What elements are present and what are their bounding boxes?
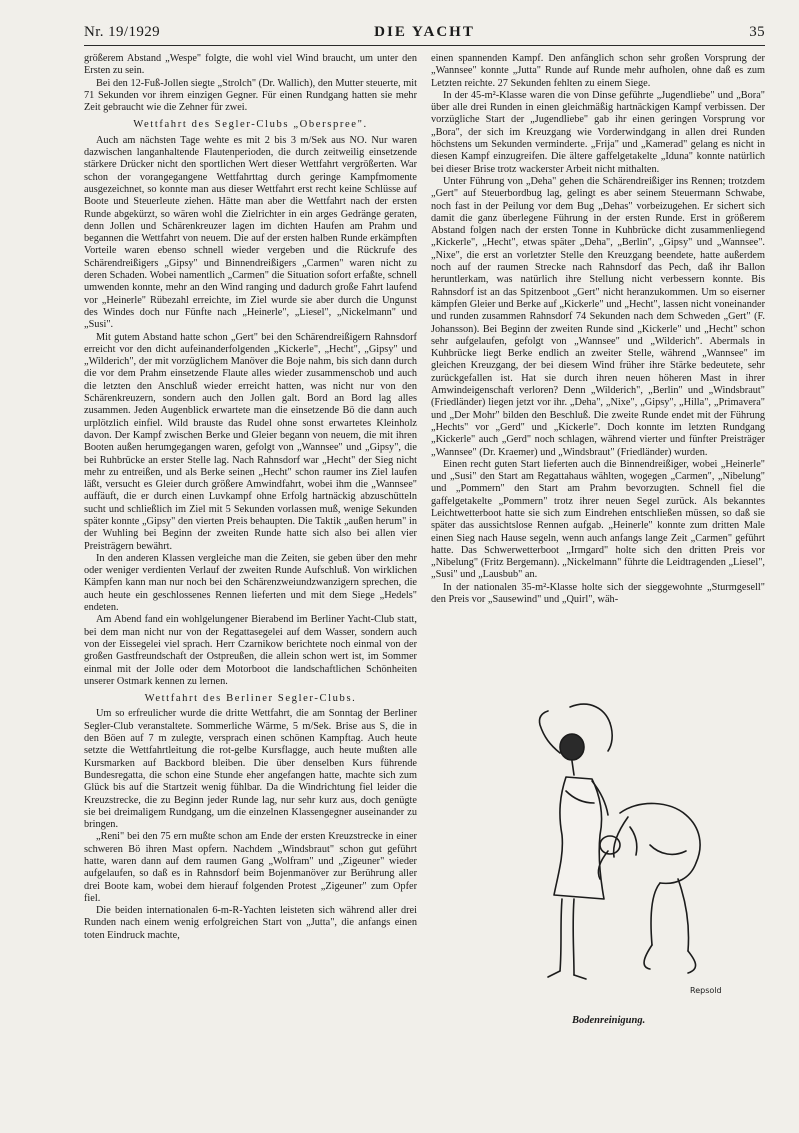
- paragraph: In den anderen Klassen vergleiche man die Zeiten, sie geben über den mehr oder weniger verdienten Verlauf der zweiten Runde Aufschluß. Von wirklichen Kämpfen kann man nur noch bei den Schärenzweiundzwanzigern sprechen, die auch heute ein geschlossenes Rennen lieferten und mit dem Siege „Hedels" endeten.: [84, 552, 417, 614]
- issue-number: Nr. 19/1929: [84, 24, 161, 40]
- paragraph: Mit gutem Abstand hatte schon „Gert" bei den Schärendreißigern Rahnsdorf erreicht vor den dicht aufeinanderfolgenden „Kickerle", „Hecht", „Gipsy" und „Wilderich", der mit vorzüglichem Manöver die Boje nahm, bis sich dann durch die vor dem Prahm einsetzende Flaute alles wieder zusammenschob und auch die letzten den Anschluß wieder erreicht hatten, was nicht nur von den Schärenkreuzern, sondern auch den Jollen galt. Bord an Bord lag alles zusammen. Jeden Augenblick erwartete man die einsetzende Bö die dann auch urplötzlich einfiel. Wild brauste das Rudel ohne sonst erwartetes Kleinholz davon. Der Kampf zwischen Berke und Gleier begann von neuem, die mit ihren Booten außen herumgegangen waren, gefolgt von „Wannsee" und „Gipsy", die bei Ruhbrücke an erster Stelle lag. Nach Rahnsdorf war „Hecht" der Sieg nicht mehr zu entreißen, und als Berke seinen „Hecht" schon raumer ins Ziel laufen läßt, versucht es Gleier durch größere Amwindfahrt, wobei ihm die „Wannsee" auffäuft, die er durch einen Luvkampf ohne Erfolg hartnäckig abzuschütteln sucht und schließlich im Ziel mit 5 Sekunden vorlassen muß, wenige Sekunden später konnte „Gipsy" den vierten Preis behaupten. Die Taktik „außen herum" in der Wuhling bei Beginn der zweiten Runde hatte sich also bei allen vier Preisträgern bewährt.: [84, 331, 417, 552]
- paragraph: Die beiden internationalen 6-m-R-Yachten leisteten sich während aller drei Runden nach einem wenig erfolgreichen Start von „Jutta", die anfangs einen toten Eindruck machte,: [84, 905, 417, 941]
- cartoon-illustration: [500, 695, 740, 1005]
- right-column: [431, 53, 765, 668]
- header-rule: [84, 45, 765, 46]
- paragraph: Am Abend fand ein wohlgelungener Bierabend im Berliner Yacht-Club statt, bei dem man nicht nur von der Regattasegelei auf dem Wasser, sondern auch von der Eissegelei viel sprach. Herr Czarnikow berichtete noch einmal von der großen Gastfreundschaft der Ostpreußen, die allein schon wert ist, im Sommer einmal mit der Jolle oder dem Motorboot die landschaftlichen Schönheiten unserer Ostmark kennen zu lernen.: [84, 614, 417, 687]
- section-heading: [84, 119, 417, 131]
- page-number: 35: [749, 24, 765, 40]
- section-heading: [84, 693, 417, 705]
- paragraph: Unter Führung von „Deha" gehen die Schärendreißiger ins Rennen; trotzdem „Gert" auf Steuerbordbug lag, gelingt es aber seinem Steuermann Schwabe, noch fast in der Peilung vor dem Bug „Dehas" vorbeizugehen. Er sichert sich damit die ganz überlegene Führung in der ersten Runde. Erst in größerem Abstand folgen nach der ersten Tonne in Kuhbrücke dicht zusammenliegend „Kickerle", „Hecht", etwas später „Deha", „Berlin", „Gipsy" und „Wannsee". „Nixe", die erst an vorletzter Stelle den Kreuzgang beendete, hatte außerdem noch auf der raumen Strecke nach Rahnsdorf das Pech, daß ihr Ballon heruntlerkam, was natürlich ihre Stellung nicht verbessern konnte. Bis Rahnsdorf ist an das Spitzenboot „Gert" nicht heranzukommen. Um so eiserner kämpfen Gleier und Berke auf „Kickerle" und „Hecht", lassen nicht voneinander und runden zusammen Rahnsdorf 74 Sekunden nach dem Schweden „Gert" (F. Johansson). Bei Beginn der zweiten Runde sind „Kickerle" und „Hecht" schon sehr aufgelaufen, gefolgt von „Wannsee" und „Wilderich". Abermals in Kuhbrücke liegt Berke endlich an zweiter Stelle, während „Wannsee" im gleichen Kreuzgang, der bei diesem Wind früher ihre Stärke bedeutete, sehr zurückgefallen ist. Hat sie durch ihren neuen höheren Mast in ihrer Amwindeigenschaft verloren? Denn „Wilderich", „Berlin" und „Windsbraut" (Friedländer) liegen jetzt vor ihr. „Deha", „Nixe", „Gipsy", „Hilla", „Primavera" und „Der Mohr" bilden den Beschluß. Die zweite Runde endet mit der Führung „Hechts" vor „Gerd" und „Kickerle". Doch konnte im letzten Rundgang „Kickerle" auch „Gerd" noch schlagen, während vierter und fünfter Preisträger „Wannsee" (Dr. Kraemer) und „Windsbraut" (Friedländer) wurden.: [431, 175, 765, 458]
- left-column: [84, 53, 417, 1113]
- paragraph: In der nationalen 35-m²-Klasse holte sich der sieggewohnte „Sturmgesell" den Preis vor „Sausewind" und „Quirl", wäh-: [431, 581, 765, 606]
- paragraph: Auch am nächsten Tage wehte es mit 2 bis 3 m/Sek aus NO. Nur waren dazwischen langanhaltende Flautenperioden, die durch zeitweilig einsetzende stärkere Drücker nicht den sportlichen Wert dieser Wettfahrt vergrößerten. War schon der vorangegangene Wettfahrttag durch geringe Kampfmomente ausgezeichnet, so konnte man aus dieser Wettfahrt erst recht keine Schlüsse auf Boote und Steuerleute ziehen. Hätte man aber die Wettfahrt nach der ersten Runde abgekürzt, so wären wohl die Zielrichter in ein arges Gedränge geraten, denn Jollen und Schärenkreuzer lagen im dichten Haufen am Prahm und begannen die Wettfahrt von neuem. Die auf der ersten halben Runde erkämpften Vorteile waren ebenso schnell wieder vergeben und die Rückrufe des Schärendreißigers „Gipsy" und Binnendreißigers „Carmen" waren nicht zu deren Schaden. Wobei namentlich „Carmen" die Situation sofort erfaßte, schnell umwenden konnte, mehr an den Wind ranging und dadurch große Fahrt laufend vor „Heinerle" Rübezahl erreichte, im Ziel wurde sie aber durch die Ungunst des Windes doch nur Fünfte nach „Heinerle", „Liesel", „Nickelmann" und „Susi".: [84, 134, 417, 331]
- paragraph: „Reni" bei den 75 ern mußte schon am Ende der ersten Kreuzstrecke in einer schweren Bö ihren Mast opfern. Nachdem „Windsbraut" schon gut geführt hatte, waren dann auf dem raumen Gang „Wolfram" und „Zigeuner" wieder aufgelaufen, so daß es in Rahnsdorf beim Bojenmanöver zur Berührung aller drei Boote kam, wobei dem hierauf folgenden Protest „Zigeuner" zum Opfer fiel.: [84, 831, 417, 904]
- page-header: [84, 24, 765, 46]
- section-heading-text: Wettfahrt des Segler-Clubs „Oberspree".: [133, 119, 368, 131]
- magazine-title: DIE YACHT: [374, 24, 475, 40]
- artist-signature: Repsold: [690, 986, 722, 995]
- paragraph: Einen recht guten Start lieferten auch die Binnendreißiger, wobei „Heinerle" und „Susi" den Start am Regattahaus wählten, wogegen „Carmen", „Nibelung" und „Pommern" den Start am Prahm bevorzugten. Schnell fiel die gaffelgetakelte „Pommern" trotz ihrer neuen Segel zurück. Als bekanntes Leichtwetterboot hatte sie sich zum Eindrehen entschließen müssen, so daß sie später das aussichtslose Rennen aufgab. „Heinerle" konnte zum dritten Male einen Sieg nach Hause segeln, wenn auch anfangs lange Zeit „Carmen" geführt hatte. Das Schwerwetterboot „Irmgard" holte sich den dritten Preis vor „Nibelung" (Fritz Bergemann). „Nickelmann" führte die Leidtragenden „Liesel", „Susi" und „Lausbub" an.: [431, 458, 765, 581]
- section-heading-text: Wettfahrt des Berliner Segler-Clubs.: [144, 693, 357, 705]
- paragraph: Um so erfreulicher wurde die dritte Wettfahrt, die am Sonntag der Berliner Segler-Club veranstaltete. Sommerliche Wärme, 5 m/Sek. Brise aus S, die in den Böen auf 7 m zulegte, versprach einen schönen Kampftag. Auch heute setzte die Wettfahrtleitung die rot-gelbe Kursflagge, auch heute mußten alle Kursmarken auf Backbord bleiben. Die über denselben Kurs führende Bundesregatta, die schon eine Stunde eher angefangen hatte, machte sich zum Glück bis auf die Startzeit wenig fühlbar. Da die Windrichtung fiel leider die Kreuzstrecke, die zu Beginn jeder Runde lag, nur sehr kurz aus, doch genügte sie bei dreimaligem Rundgang, um die einzelnen Klassengegner auseinander zu bringen.: [84, 708, 417, 831]
- paragraph: Bei den 12-Fuß-Jollen siegte „Strolch" (Dr. Wallich), den Mutter steuerte, mit 71 Sekunden vor ihrem einzigen Gegner. Für einen Rundgang hatten sie mehr Zeit gebraucht wie die Zehner für zwei.: [84, 77, 417, 114]
- illustration-caption: Bodenreinigung.: [572, 1015, 646, 1026]
- paragraph: größerem Abstand „Wespe" folgte, die wohl viel Wind braucht, um unter den Ersten zu sein.: [84, 53, 417, 77]
- paragraph: einen spannenden Kampf. Den anfänglich schon sehr großen Vorsprung der „Wannsee" konnte „Jutta" Runde auf Runde mehr aufholen, ohne daß es zum Letzten reichte. 27 Sekunden fehlten zu einem Siege.: [431, 53, 765, 89]
- paragraph: In der 45-m²-Klasse waren die von Dinse geführte „Jugendliebe" und „Bora" über alle drei Runden in einen gleichmäßig hartnäckigen Kampf verbissen. Der vorzügliche Start der „Jugendliebe" gab ihr einen geringen Vorsprung vor „Bora", der sich im Kreuzgang wie Vorderwindgang in allen drei Runden höchstens um Sekunden verminderte. „Frija" und „Kamerad" gelang es nicht in diesen Kampf einzugreifen. Die ältere gaffelgetakelte „Iduna" konnte natürlich bei dieser Brise trotz wackerster Arbeit nicht mithalten.: [431, 89, 765, 175]
